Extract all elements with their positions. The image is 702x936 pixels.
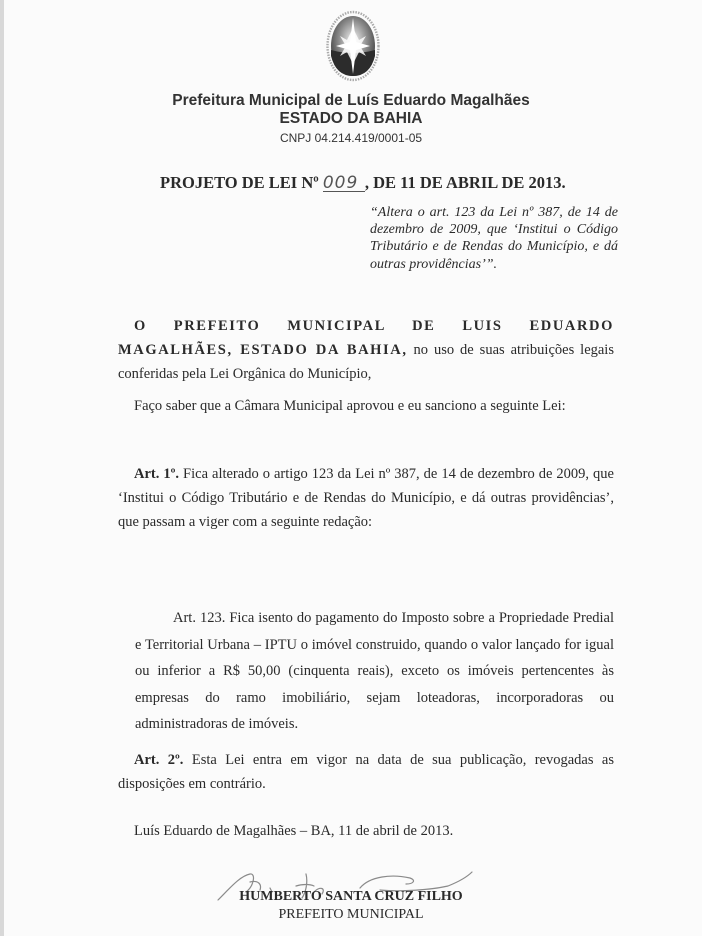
article-1-label: Art. 1º. (134, 466, 180, 482)
article-1 (118, 462, 614, 534)
preamble-text: no uso de suas atribuições legais conferidas pela Lei Orgânica do Município, (118, 342, 614, 382)
bill-number: 009 (323, 175, 365, 192)
bill-title-suffix: , DE 11 DE ABRIL DE 2013. (364, 173, 566, 192)
preamble-bold: O PREFEITO MUNICIPAL DE LUIS EDUARDO MAGALHÃES, ESTADO DA BAHIA, (118, 318, 614, 358)
preamble (118, 314, 614, 386)
bill-title (160, 173, 566, 193)
article-1-text: Fica alterado o artigo 123 da Lei nº 387, de 14 de dezembro de 2009, que ‘Institui o Código Tributário e de Rendas do Município, e dá outras providências’, que passam a viger com a seguinte redação: (118, 466, 614, 530)
bill-summary: “Altera o art. 123 da Lei nº 387, de 14 de dezembro de 2009, que ‘Institui o Código Tributário e de Rendas do Município, e dá outras providências’”. (370, 205, 618, 272)
header-municipality: Prefeitura Municipal de Luís Eduardo Magalhães (172, 92, 530, 109)
header-state: ESTADO DA BAHIA (279, 110, 423, 127)
signatory-name: HUMBERTO SANTA CRUZ FILHO (239, 889, 463, 904)
article-2-text: Esta Lei entra em vigor na data de sua publicação, revogadas as disposições em contrário. (118, 752, 614, 792)
place-date: Luís Eduardo de Magalhães – BA, 11 de abril de 2013. (134, 823, 454, 839)
signatory-role: PREFEITO MUNICIPAL (278, 907, 424, 922)
article-2 (118, 748, 614, 796)
article-123-text: Art. 123. Fica isento do pagamento do Imposto sobre a Propriedade Predial e Territorial Urbana – IPTU o imóvel construido, quando o valor lançado for igual ou inferior a R$ 50,00 (cinquenta reais), exceto os imóveis pertencentes às empresas do ramo imobiliário, sejam loteadoras, incorporadoras ou administradoras de imóveis. (135, 610, 614, 732)
bill-title-prefix: PROJETO DE LEI Nº (160, 173, 323, 192)
enactment-clause: Faço saber que a Câmara Municipal aprovou e eu sanciono a seguinte Lei: (134, 398, 566, 414)
header-cnpj: CNPJ 04.214.419/0001-05 (279, 131, 423, 145)
star-seal-icon (326, 6, 380, 84)
article-2-label: Art. 2º. (134, 752, 184, 768)
